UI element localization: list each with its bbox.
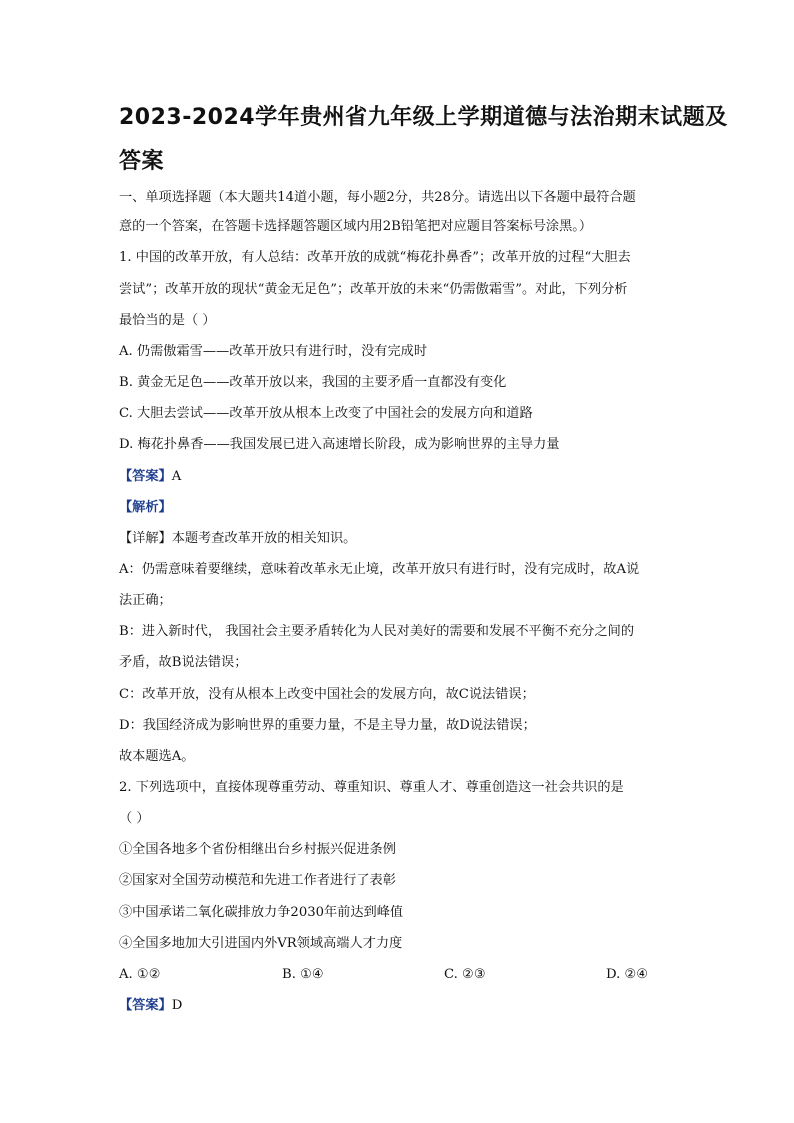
q1-answer-value: A bbox=[171, 469, 182, 484]
title-line-1: 2023-2024学年贵州省九年级上学期道德与法治期末试题及 bbox=[119, 105, 728, 130]
q1-stem-line-2: 尝试”；改革开放的现状“黄金无足色”；改革开放的未来“仍需傲霜雪”。对此，下列分析 bbox=[119, 282, 628, 297]
q1-option-c: C. 大胆去尝试——改革开放从根本上改变了中国社会的发展方向和道路 bbox=[119, 406, 533, 421]
q2-answer bbox=[119, 997, 182, 1015]
q1-analysis-b-line-2: 矛盾，故B说法错误； bbox=[119, 655, 248, 670]
q1-stem-line-3: 最恰当的是（ ） bbox=[119, 313, 216, 328]
q2-answer-value: D bbox=[171, 998, 183, 1013]
q1-option-a: A. 仍需傲霜雪——改革开放只有进行时，没有完成时 bbox=[119, 344, 428, 359]
q1-analysis-a-line-1: A：仍需意味着要继续，意味着改革永无止境，改革开放只有进行时，没有完成时，故A说 bbox=[119, 562, 640, 577]
q2-statement-4: ④全国多地加大引进国内外VR领域高端人才力度 bbox=[119, 936, 403, 951]
q1-analysis bbox=[119, 499, 172, 517]
q1-option-d: D. 梅花扑鼻香——我国发展已进入高速增长阶段，成为影响世界的主导力量 bbox=[119, 437, 560, 452]
q2-option-a: A. ①② bbox=[119, 967, 161, 982]
q1-analysis-c: C：改革开放，没有从根本上改变中国社会的发展方向，故C说法错误； bbox=[119, 687, 535, 702]
q1-analysis-d: D：我国经济成为影响世界的重要力量，不是主导力量，故D说法错误； bbox=[119, 718, 536, 733]
section-heading-line-2: 意的一个答案，在答题卡选择题答题区域内用2B铅笔把对应题目答案标号涂黑。） bbox=[119, 219, 593, 234]
q2-statement-3: ③中国承诺二氧化碳排放力争2030年前达到峰值 bbox=[119, 905, 404, 920]
q2-statement-2: ②国家对全国劳动模范和先进工作者进行了表彰 bbox=[119, 873, 396, 888]
q2-answer-tag: 【答案】 bbox=[119, 998, 172, 1013]
title-line-2: 答案 bbox=[119, 149, 165, 174]
q1-answer bbox=[119, 468, 181, 486]
q2-stem-line-1: 2. 下列选项中，直接体现尊重劳动、尊重知识、尊重人才、尊重创造这一社会共识的是 bbox=[119, 780, 624, 795]
q1-answer-tag: 【答案】 bbox=[119, 469, 172, 484]
q1-conclusion: 故本题选A。 bbox=[119, 749, 195, 764]
q1-analysis-a-line-2: 法正确； bbox=[119, 593, 172, 608]
q1-analysis-b-line-1: B：进入新时代， 我国社会主要矛盾转化为人民对美好的需要和发展不平衡不充分之间的 bbox=[119, 624, 635, 639]
q1-analysis-tag: 【解析】 bbox=[119, 500, 172, 515]
q1-stem-line-1: 1. 中国的改革开放，有人总结：改革开放的成就“梅花扑鼻香”；改革开放的过程“大胆去 bbox=[119, 250, 631, 265]
q2-stem-line-2: （ ） bbox=[119, 811, 150, 826]
q2-option-c: C. ②③ bbox=[444, 967, 486, 982]
q2-option-d: D. ②④ bbox=[606, 967, 649, 982]
q1-detail-text: 本题考查改革开放的相关知识。 bbox=[171, 531, 357, 546]
q1-option-b: B. 黄金无足色——改革开放以来，我国的主要矛盾一直都没有变化 bbox=[119, 375, 507, 390]
q2-statement-1: ①全国各地多个省份相继出台乡村振兴促进条例 bbox=[119, 842, 396, 857]
q1-detail bbox=[119, 530, 356, 548]
section-heading-line-1: 一、单项选择题（本大题共14道小题，每小题2分，共28分。请选出以下各题中最符合题 bbox=[119, 190, 636, 205]
q1-detail-tag: 【详解】 bbox=[119, 531, 172, 546]
q2-option-b: B. ①④ bbox=[282, 967, 324, 982]
